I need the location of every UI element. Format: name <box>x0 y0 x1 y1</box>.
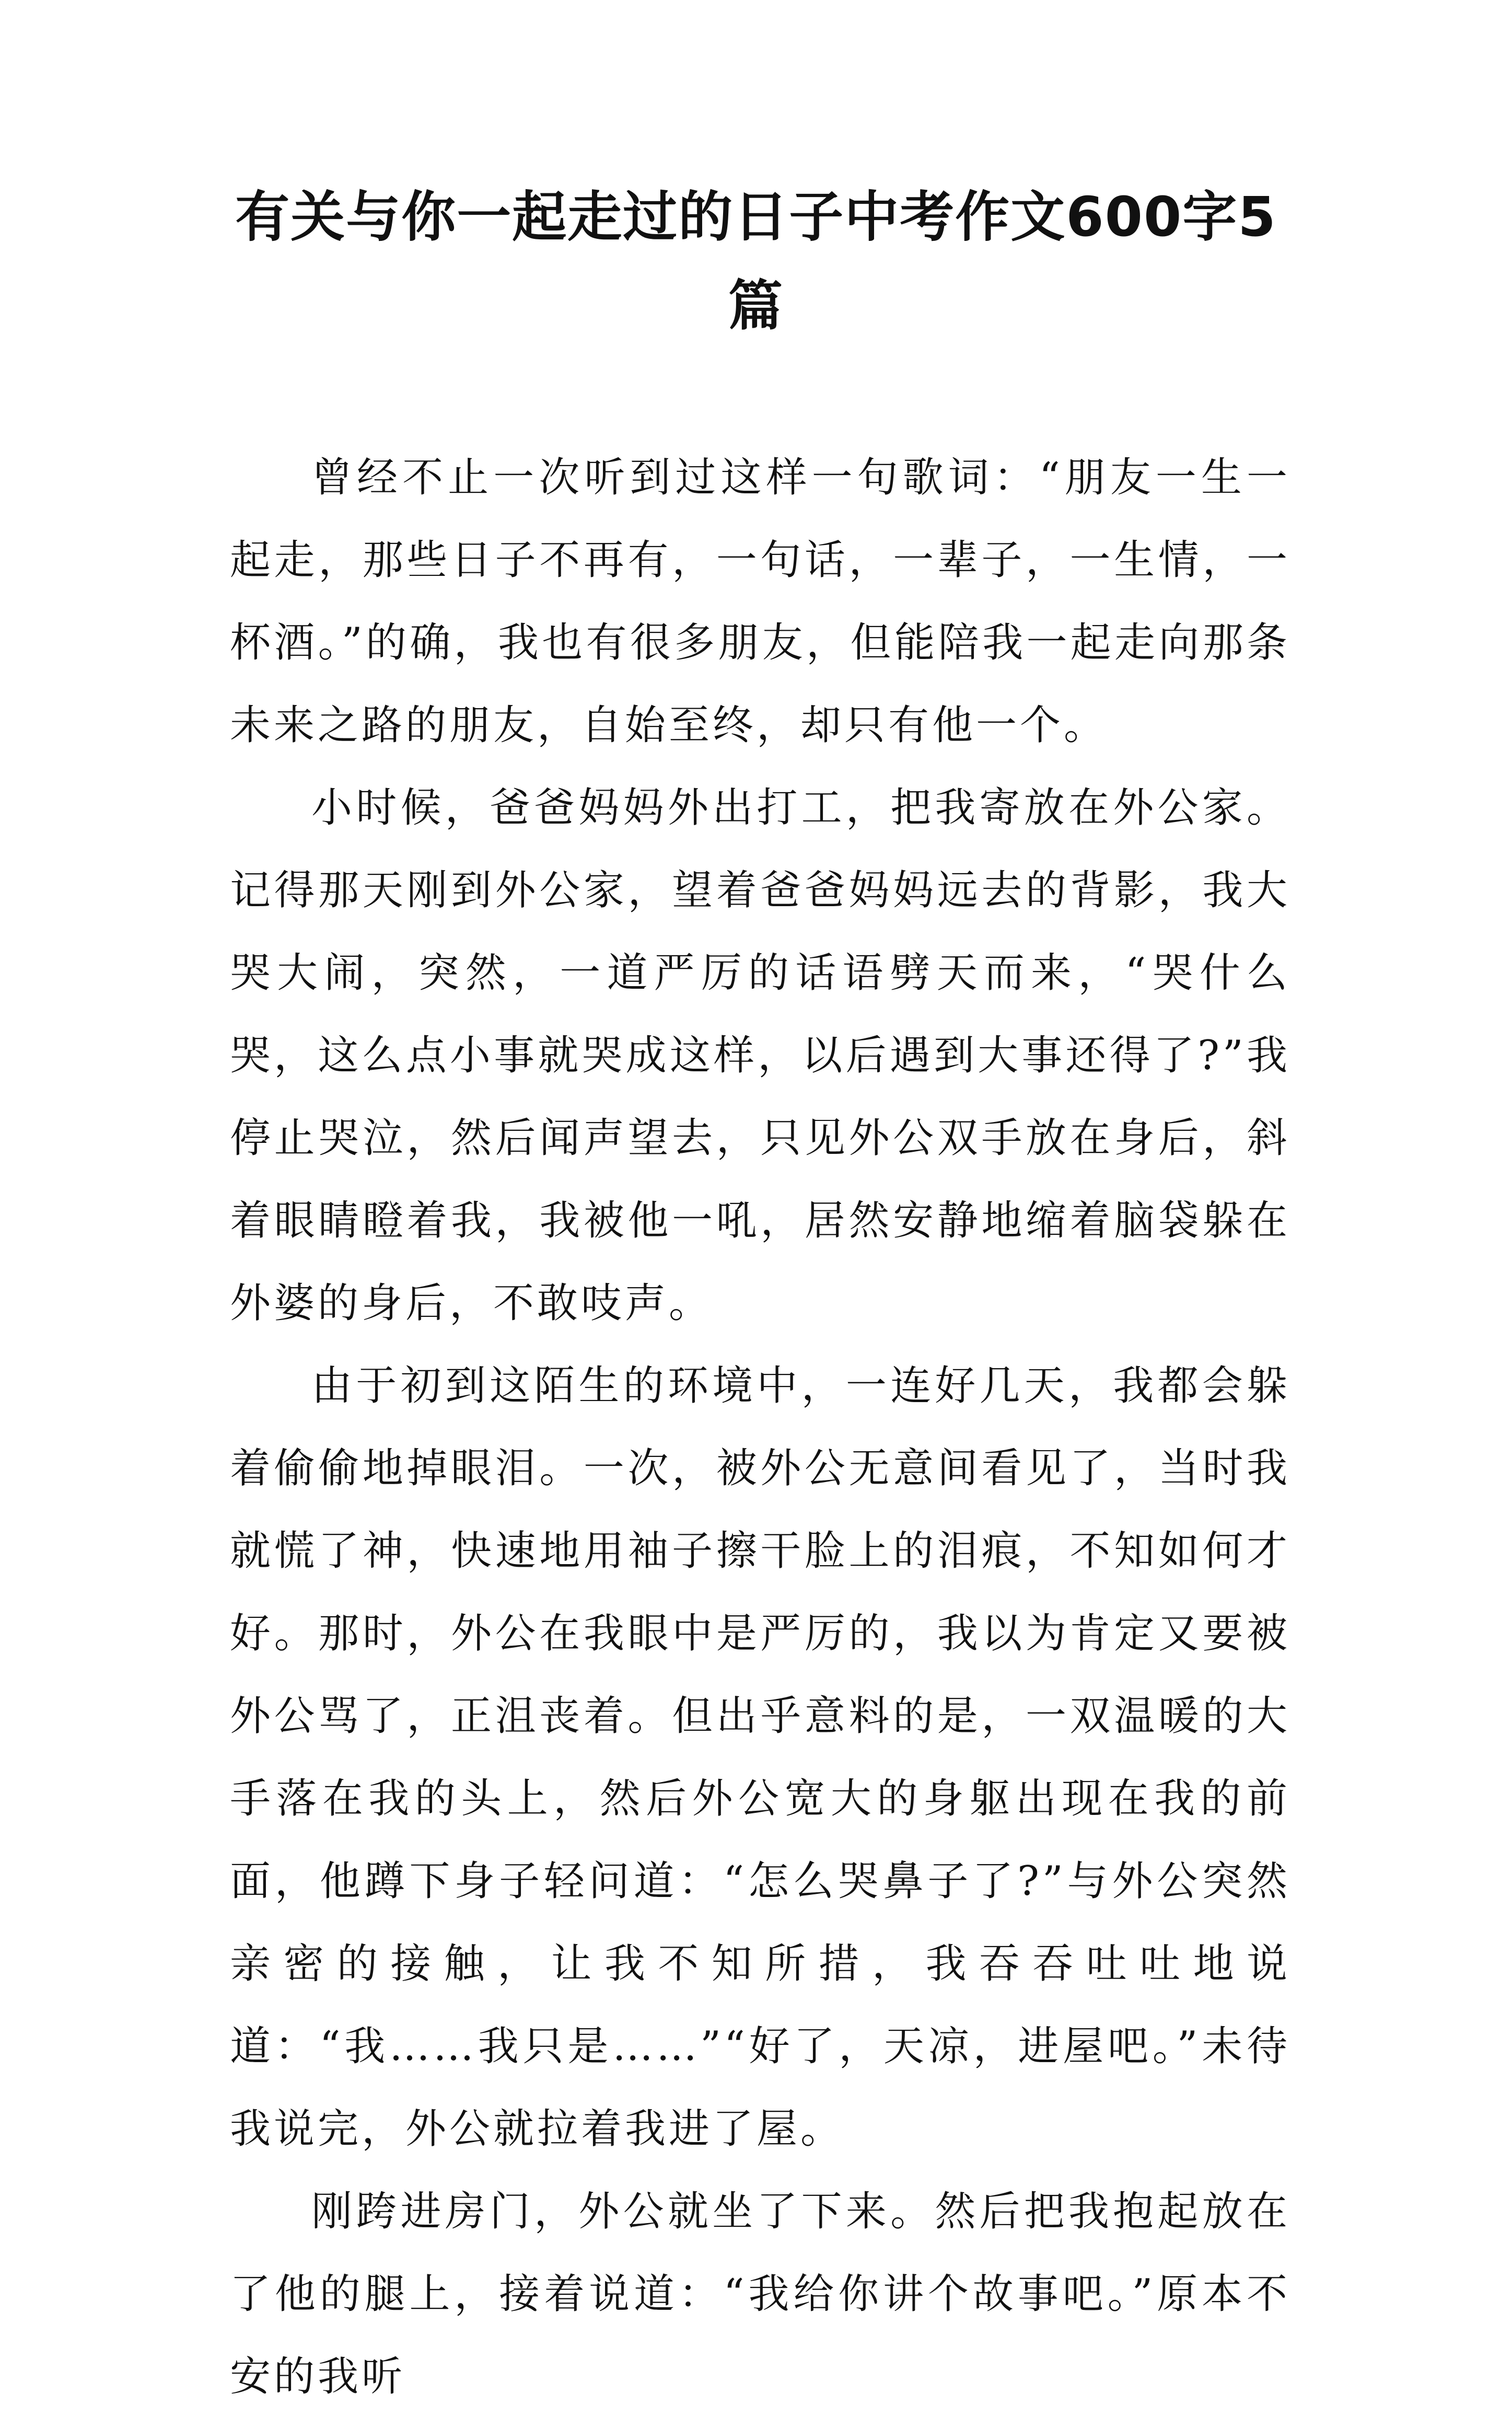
document-title: 有关与你一起走过的日子中考作文600字5篇 <box>235 185 1277 338</box>
paragraph: 刚跨进房门，外公就坐了下来。然后把我抱起放在了他的腿上，接着说道：“我给你讲个故事吧。”原本不安的我听 <box>230 2188 1290 2400</box>
document-body <box>230 436 1290 2418</box>
paragraph: 小时候，爸爸妈妈外出打工，把我寄放在外公家。记得那天刚到外公家，望着爸爸妈妈远去的背影，我大哭大闹，突然，一道严厉的话语劈天而来，“哭什么哭，这么点小事就哭成这样，以后遇到大事还得了?”我停止哭泣，然后闻声望去，只见外公双手放在身后，斜着眼睛瞪着我，我被他一吼，居然安静地缩着脑袋躲在外婆的身后，不敢吱声。 <box>230 784 1290 1327</box>
paragraph: 由于初到这陌生的环境中，一连好几天，我都会躲着偷偷地掉眼泪。一次，被外公无意间看见了，当时我就慌了神，快速地用袖子擦干脸上的泪痕，不知如何才好。那时，外公在我眼中是严厉的，我以为肯定又要被外公骂了，正沮丧着。但出乎意料的是，一双温暖的大手落在我的头上，然后外公宽大的身躯出现在我的前面，他蹲下身子轻问道：“怎么哭鼻子了?”与外公突然亲密的接触，让我不知所措，我吞吞吐吐地说道：“我……我只是……”“好了，天凉，进屋吧。”未待我说完，外公就拉着我进了屋。 <box>230 1362 1290 2153</box>
paragraph: 曾经不止一次听到过这样一句歌词：“朋友一生一起走，那些日子不再有，一句话，一辈子，一生情，一杯酒。”的确，我也有很多朋友，但能陪我一起走向那条未来之路的朋友，自始至终，却只有他一个。 <box>230 454 1290 749</box>
